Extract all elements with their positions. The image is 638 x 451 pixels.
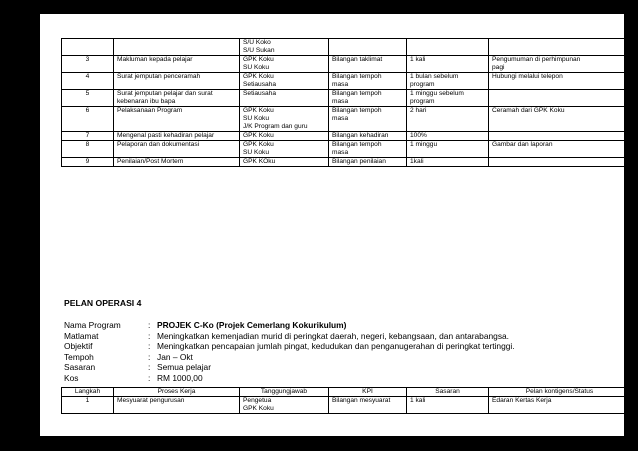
responsible-cell bbox=[240, 73, 329, 90]
process-cell bbox=[114, 141, 240, 158]
step-number: 8 bbox=[62, 141, 114, 158]
kpi-cell-line: Bilangan taklimat bbox=[332, 56, 383, 63]
target-cell bbox=[407, 73, 489, 90]
contingency-cell-line: pagi bbox=[492, 64, 505, 71]
info-label: Kos bbox=[64, 372, 79, 383]
step-number: 9 bbox=[62, 158, 114, 167]
process-cell-line: Surat jemputan penceramah bbox=[117, 73, 201, 80]
kpi-cell-line: masa bbox=[332, 81, 349, 88]
responsible-cell bbox=[240, 141, 329, 158]
target-cell bbox=[407, 39, 489, 56]
info-colon: : bbox=[148, 362, 151, 373]
process-cell bbox=[114, 397, 240, 414]
target-cell bbox=[407, 132, 489, 141]
process-cell-line: Pelaksanaan Program bbox=[117, 107, 183, 114]
target-cell-line: 1 minggu sebelum bbox=[410, 90, 464, 97]
kpi-cell bbox=[329, 73, 407, 90]
target-cell bbox=[407, 90, 489, 107]
contingency-cell-line: Gambar dan laporan bbox=[492, 141, 553, 148]
contingency-cell-line: Pengumuman di perhimpunan bbox=[492, 56, 581, 63]
target-cell-line: program bbox=[410, 81, 435, 88]
target-cell-line: 1 kali bbox=[410, 56, 426, 63]
kpi-cell bbox=[329, 158, 407, 167]
target-cell-line: 1 minggu bbox=[410, 141, 438, 148]
contingency-cell bbox=[489, 56, 631, 73]
kpi-cell bbox=[329, 141, 407, 158]
kpi-cell-line: Bilangan kehadiran bbox=[332, 132, 389, 139]
responsible-cell-line: GPK Koku bbox=[243, 73, 274, 80]
info-value: Semua pelajar bbox=[157, 362, 212, 373]
responsible-cell-line: Setiausaha bbox=[243, 81, 276, 88]
responsible-cell bbox=[240, 132, 329, 141]
target-cell bbox=[407, 158, 489, 167]
responsible-cell bbox=[240, 158, 329, 167]
info-colon: : bbox=[148, 330, 151, 341]
process-cell-line: Mengenal pasti kehadiran pelajar bbox=[117, 132, 215, 139]
target-cell-line: program bbox=[410, 98, 435, 105]
contingency-cell bbox=[489, 141, 631, 158]
process-cell bbox=[114, 56, 240, 73]
table-row bbox=[62, 397, 631, 414]
page-border-bottom bbox=[0, 436, 638, 451]
contingency-cell bbox=[489, 132, 631, 141]
step-number: 3 bbox=[62, 56, 114, 73]
responsible-cell bbox=[240, 39, 329, 56]
kpi-cell-line: Bilangan mesyuarat bbox=[332, 397, 391, 404]
target-cell-line: 2 hari bbox=[410, 107, 427, 114]
responsible-cell-line: Pengetua bbox=[243, 397, 272, 404]
step-number: 7 bbox=[62, 132, 114, 141]
target-cell-line: 1 bulan sebelum bbox=[410, 73, 459, 80]
column-header: Sasaran bbox=[407, 388, 489, 397]
responsible-cell-line: S/U Sukan bbox=[243, 47, 275, 54]
process-cell-line: Makluman kepada pelajar bbox=[117, 56, 193, 63]
target-cell-line: 100% bbox=[410, 132, 427, 139]
target-cell-line: 1 kali bbox=[410, 397, 426, 404]
contingency-cell-line: Hubungi melalui telepon bbox=[492, 73, 563, 80]
responsible-cell bbox=[240, 90, 329, 107]
kpi-cell-line: Bilangan tempoh bbox=[332, 141, 382, 148]
kpi-cell-line: Bilangan tempoh bbox=[332, 73, 382, 80]
table-row bbox=[62, 141, 631, 158]
target-cell bbox=[407, 107, 489, 132]
column-header: Tanggungjawab bbox=[240, 388, 329, 397]
column-header: Pelan kontigens/Status bbox=[489, 388, 631, 397]
info-value: Jan – Okt bbox=[157, 351, 193, 362]
table-row bbox=[62, 73, 631, 90]
contingency-cell-line: Edaran Kertas Kerja bbox=[492, 397, 552, 404]
step-number bbox=[62, 39, 114, 56]
responsible-cell-line: GPK Koku bbox=[243, 405, 274, 412]
responsible-cell-line: GPK Koku bbox=[243, 56, 274, 63]
kpi-cell-line: Bilangan tempoh bbox=[332, 107, 382, 114]
responsible-cell-line: J/K Program dan guru bbox=[243, 123, 308, 130]
step-number: 4 bbox=[62, 73, 114, 90]
info-colon: : bbox=[148, 372, 151, 383]
responsible-cell-line: SU Koku bbox=[243, 149, 270, 156]
kpi-cell bbox=[329, 39, 407, 56]
target-cell bbox=[407, 141, 489, 158]
target-cell bbox=[407, 397, 489, 414]
table-row bbox=[62, 107, 631, 132]
table-row bbox=[62, 158, 631, 167]
target-cell-line: 1kali bbox=[410, 158, 424, 165]
info-value: RM 1000,00 bbox=[157, 372, 203, 383]
responsible-cell-line: GPK KOku bbox=[243, 158, 276, 165]
target-cell bbox=[407, 56, 489, 73]
kpi-cell-line: Bilangan penilaian bbox=[332, 158, 386, 165]
process-cell-line: Penilaian/Post Mortem bbox=[117, 158, 184, 165]
info-label: Nama Program bbox=[64, 320, 121, 330]
kpi-cell bbox=[329, 56, 407, 73]
step-number: 5 bbox=[62, 90, 114, 107]
page-border-left bbox=[0, 0, 40, 451]
process-cell bbox=[114, 90, 240, 107]
process-cell-line: Surat jemputan pelajar dan surat bbox=[117, 90, 213, 97]
contingency-cell bbox=[489, 73, 631, 90]
column-header: Langkah bbox=[62, 388, 114, 397]
responsible-cell-line: GPK Koku bbox=[243, 107, 274, 114]
responsible-cell bbox=[240, 397, 329, 414]
section-title: PELAN OPERASI 4 bbox=[64, 298, 142, 308]
process-cell bbox=[114, 73, 240, 90]
step-number: 6 bbox=[62, 107, 114, 132]
contingency-cell-line: Ceramah dari GPK Koku bbox=[492, 107, 565, 114]
document-page bbox=[40, 14, 624, 436]
info-colon: : bbox=[148, 341, 151, 352]
info-label: Matlamat bbox=[64, 330, 99, 341]
kpi-cell bbox=[329, 107, 407, 132]
table-row bbox=[62, 90, 631, 107]
info-value: PROJEK C-Ko (Projek Cemerlang Kokurikulum) bbox=[157, 320, 347, 330]
responsible-cell-line: S/U Koko bbox=[243, 39, 271, 46]
responsible-cell-line: GPK Koku bbox=[243, 141, 274, 148]
activity-table-bottom bbox=[61, 387, 631, 414]
kpi-cell bbox=[329, 397, 407, 414]
process-cell bbox=[114, 39, 240, 56]
responsible-cell-line: SU Koku bbox=[243, 64, 270, 71]
contingency-cell bbox=[489, 397, 631, 414]
responsible-cell-line: SU Koku bbox=[243, 115, 270, 122]
contingency-cell bbox=[489, 39, 631, 56]
process-cell-line: Pelaporan dan dokumentasi bbox=[117, 141, 200, 148]
info-label: Tempoh bbox=[64, 351, 94, 362]
kpi-cell bbox=[329, 132, 407, 141]
contingency-cell bbox=[489, 107, 631, 132]
activity-table-top bbox=[61, 38, 631, 167]
process-cell bbox=[114, 107, 240, 132]
process-cell-line: kebenaran ibu bapa bbox=[117, 98, 176, 105]
process-cell bbox=[114, 132, 240, 141]
process-cell bbox=[114, 158, 240, 167]
column-header: Proses Kerja bbox=[114, 388, 240, 397]
info-label: Objektif bbox=[64, 341, 93, 352]
info-colon: : bbox=[148, 320, 151, 330]
kpi-cell-line: masa bbox=[332, 149, 349, 156]
info-value: Meningkatkan pencapaian jumlah pingat, kedudukan dan penganugerahan di peringkat tertinggi. bbox=[157, 341, 515, 352]
page-border-top bbox=[0, 0, 638, 14]
responsible-cell bbox=[240, 107, 329, 132]
column-header: KPI bbox=[329, 388, 407, 397]
kpi-cell-line: masa bbox=[332, 98, 349, 105]
contingency-cell bbox=[489, 90, 631, 107]
info-value: Meningkatkan kemenjadian murid di peringkat daerah, negeri, kebangsaan, dan antarabangsa. bbox=[157, 330, 509, 341]
contingency-cell bbox=[489, 158, 631, 167]
kpi-cell-line: masa bbox=[332, 115, 349, 122]
responsible-cell-line: GPK Koku bbox=[243, 132, 274, 139]
kpi-cell bbox=[329, 90, 407, 107]
info-label: Sasaran bbox=[64, 362, 96, 373]
info-colon: : bbox=[148, 351, 151, 362]
step-number: 1 bbox=[62, 397, 114, 414]
kpi-cell-line: Bilangan tempoh bbox=[332, 90, 382, 97]
process-cell-line: Mesyuarat pengurusan bbox=[117, 397, 185, 404]
table-row bbox=[62, 56, 631, 73]
table-row bbox=[62, 132, 631, 141]
responsible-cell-line: Setiausaha bbox=[243, 90, 276, 97]
table-row bbox=[62, 39, 631, 56]
responsible-cell bbox=[240, 56, 329, 73]
